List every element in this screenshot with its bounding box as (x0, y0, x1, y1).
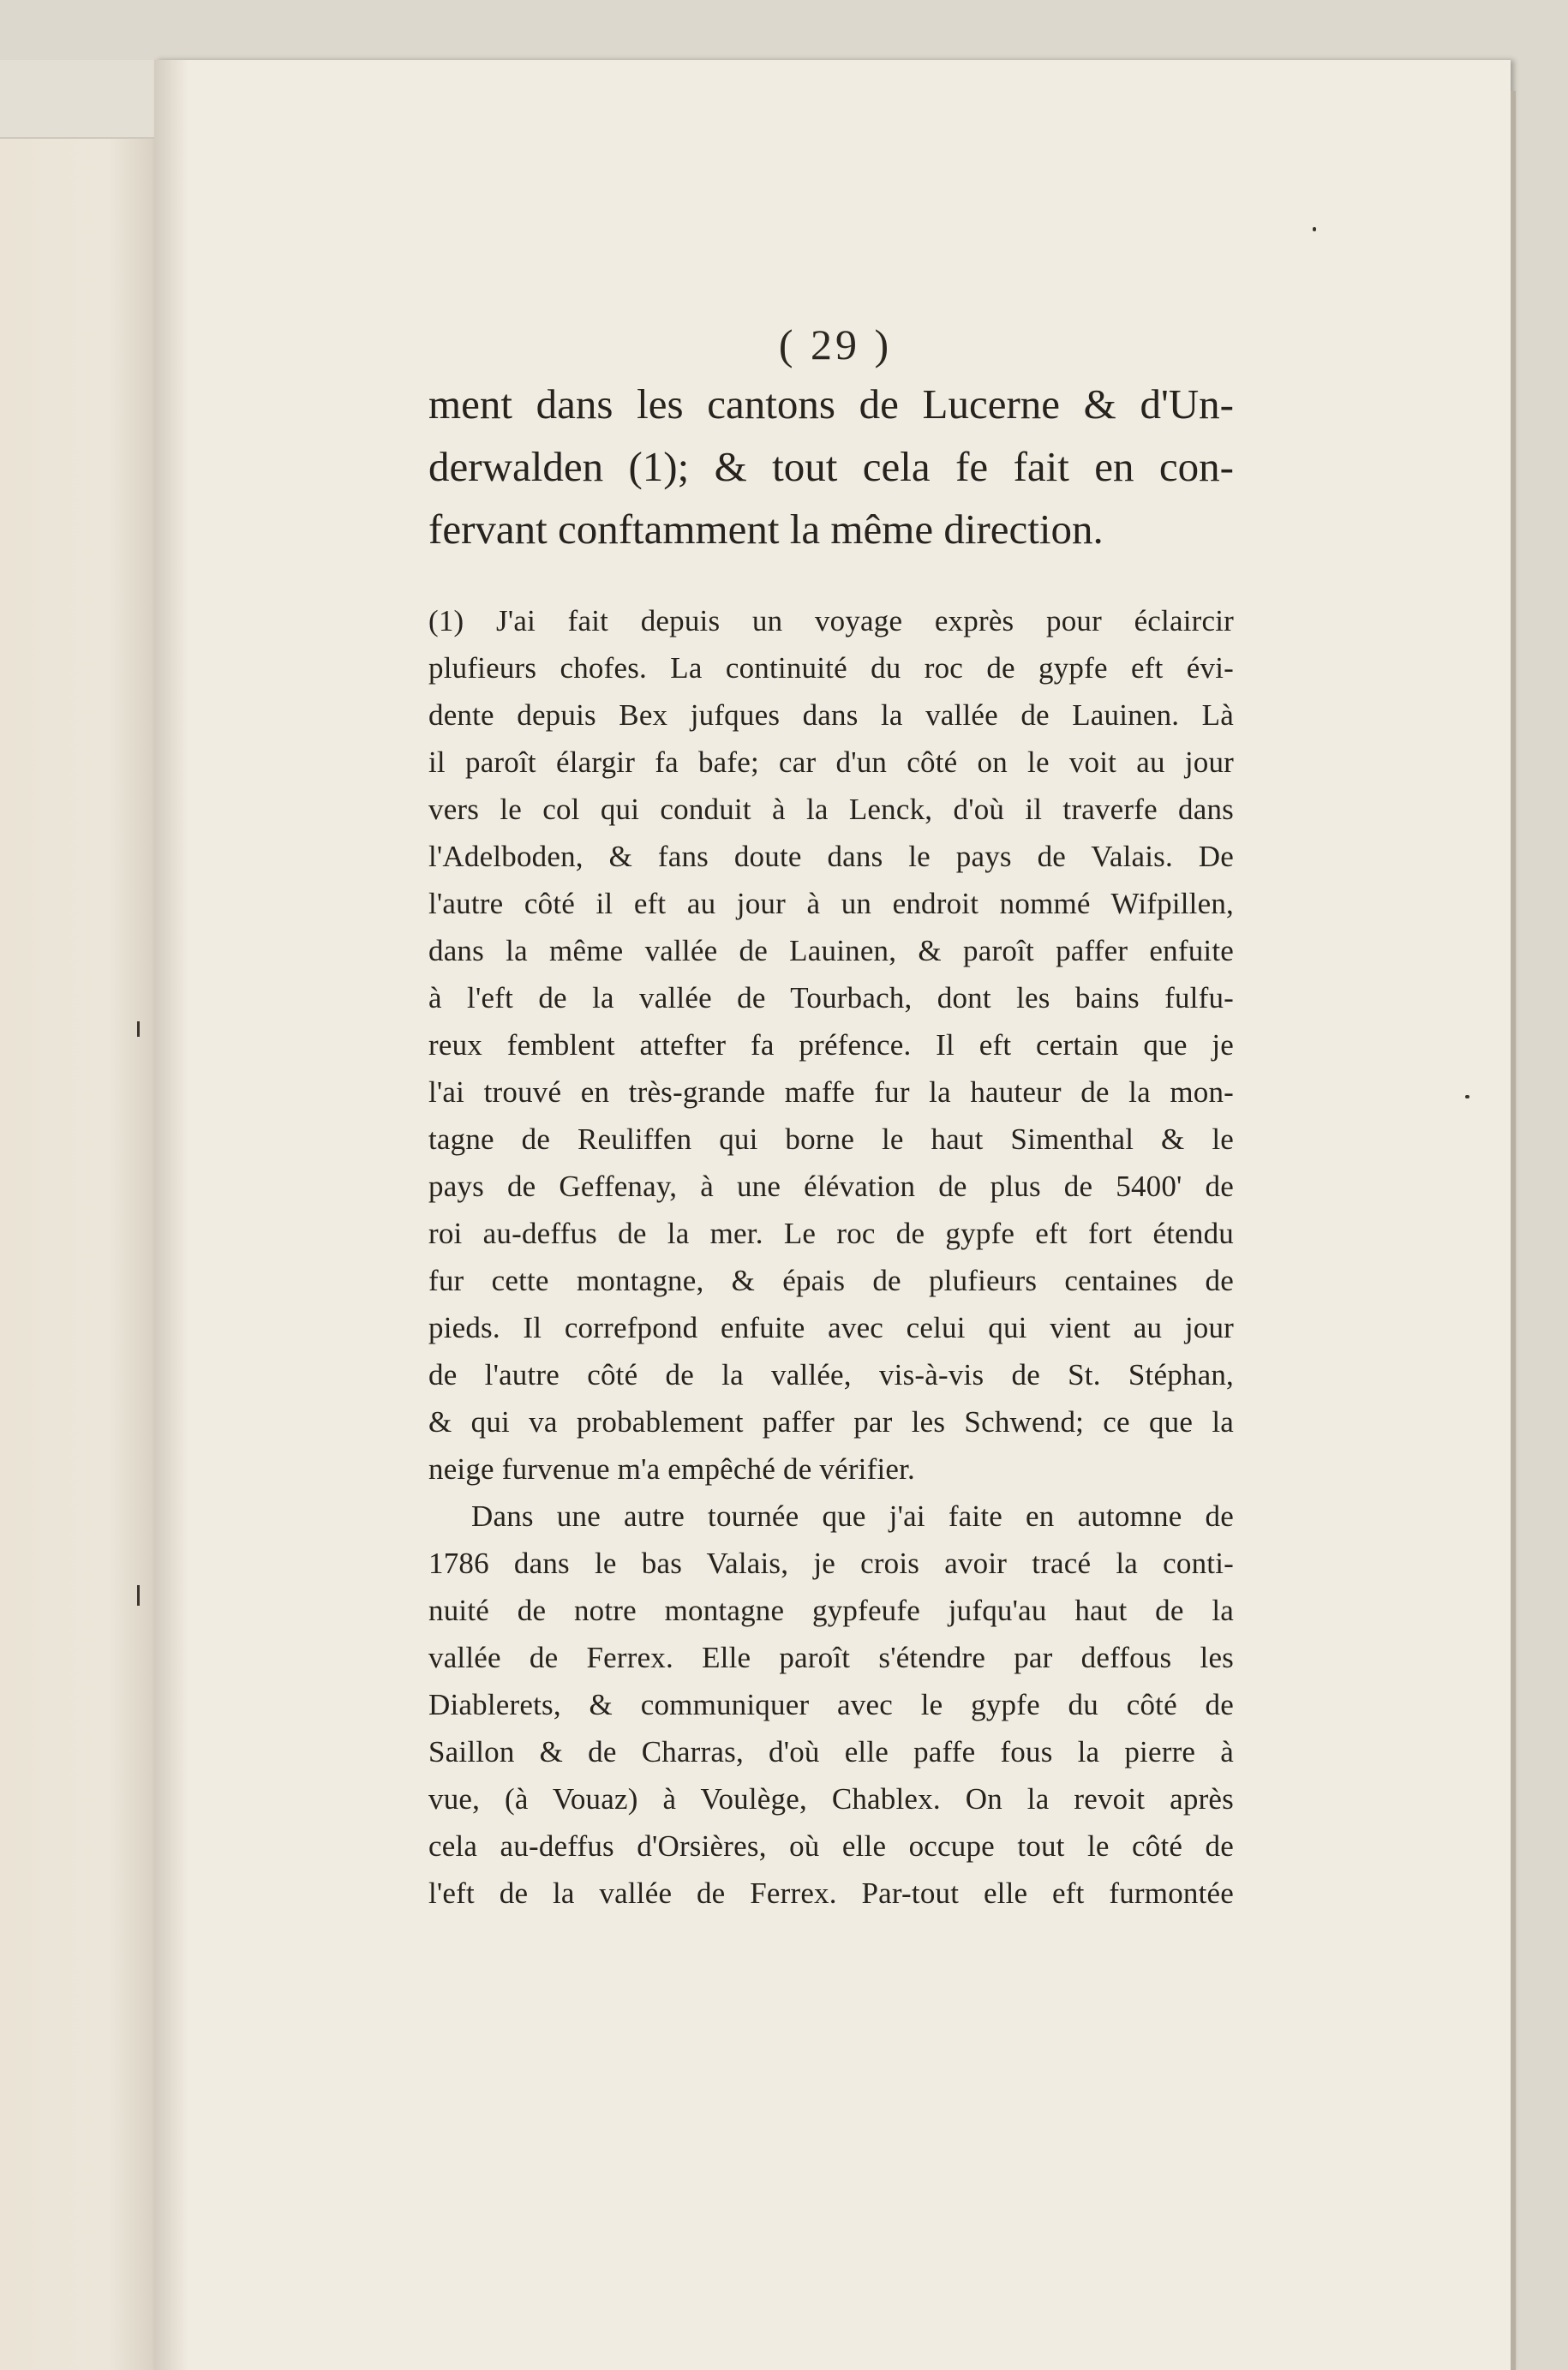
footnote-block (428, 597, 1234, 1917)
footnote-line: l'autre côté il eft au jour à un endroit nommé Wifpillen, (428, 887, 1234, 920)
main-text-line: derwalden (1); & tout cela fe fait en con- (428, 443, 1234, 490)
footnote-line: vue, (à Vouaz) à Voulège, Chablex. On la revoit après (428, 1782, 1234, 1816)
main-text-line: ment dans les cantons de Lucerne & d'Un- (428, 380, 1234, 428)
footnote-line: Saillon & de Charras, d'où elle paffe fous la pierre à (428, 1735, 1234, 1769)
margin-mark (137, 1585, 140, 1606)
footnote-line: nuité de notre montagne gypfeufe jufqu'au haut de la (428, 1594, 1234, 1627)
footnote-line: Diablerets, & communiquer avec le gypfe du côté de (428, 1688, 1234, 1721)
main-text-block (428, 373, 1234, 560)
footnote-line: pieds. Il correfpond enfuite avec celui qui vient au jour (428, 1311, 1234, 1344)
margin-mark (137, 1021, 140, 1037)
footnote-line: 1786 dans le bas Valais, je crois avoir tracé la conti- (428, 1547, 1234, 1580)
margin-mark (1313, 227, 1316, 231)
left-page-edge (0, 60, 154, 2370)
footnote-line: l'ai trouvé en très-grande maffe fur la hauteur de la mon- (428, 1075, 1234, 1109)
footnote-line: il paroît élargir fa bafe; car d'un côté on le voit au jour (428, 745, 1234, 779)
footnote-line: pays de Geffenay, à une élévation de plus de 5400' de (428, 1170, 1234, 1203)
page-number: ( 29 ) (778, 320, 893, 368)
footnote-line: & qui va probablement paffer par les Schwend; ce que la (428, 1405, 1234, 1439)
footnote-line: dente depuis Bex jufques dans la vallée de Lauinen. Là (428, 698, 1234, 732)
footnote-line: cela au-deffus d'Orsières, où elle occupe tout le côté de (428, 1829, 1234, 1863)
gutter-shadow (154, 60, 189, 2370)
footnote-line: fur cette montagne, & épais de plufieurs centaines de (428, 1264, 1234, 1297)
footnote-line: roi au-deffus de la mer. Le roc de gypfe eft fort étendu (428, 1217, 1234, 1250)
margin-mark (1465, 1095, 1469, 1098)
footnote-line: vers le col qui conduit à la Lenck, d'où il traverfe dans (428, 793, 1234, 826)
footnote-line: dans la même vallée de Lauinen, & paroît paffer enfuite (428, 934, 1234, 967)
footnote-line: reux femblent attefter fa préfence. Il eft certain que je (428, 1028, 1234, 1062)
footnote-line: vallée de Ferrex. Elle paroît s'étendre par deffous les (428, 1641, 1234, 1674)
footnote-line: neige furvenue m'a empêché de vérifier. (428, 1452, 915, 1486)
footnote-line: l'Adelboden, & fans doute dans le pays de Valais. De (428, 840, 1234, 873)
footnote-line: tagne de Reuliffen qui borne le haut Simenthal & le (428, 1122, 1234, 1156)
footnote-line: l'eft de la vallée de Ferrex. Par-tout elle eft furmontée (428, 1876, 1234, 1910)
page-fore-edge (1511, 91, 1516, 2370)
footnote-line: à l'eft de la vallée de Tourbach, dont les bains fulfu- (428, 981, 1234, 1014)
footnote-line: de l'autre côté de la vallée, vis-à-vis de St. Stéphan, (428, 1358, 1234, 1391)
left-page-top-edge (0, 60, 154, 139)
footnote-line: Dans une autre tournée que j'ai faite en automne de (471, 1499, 1234, 1533)
main-text-line: fervant conftamment la même direction. (428, 506, 1104, 553)
footnote-line: plufieurs chofes. La continuité du roc de gypfe eft évi- (428, 651, 1234, 685)
footnote-line: (1) J'ai fait depuis un voyage exprès pour éclaircir (428, 604, 1234, 637)
